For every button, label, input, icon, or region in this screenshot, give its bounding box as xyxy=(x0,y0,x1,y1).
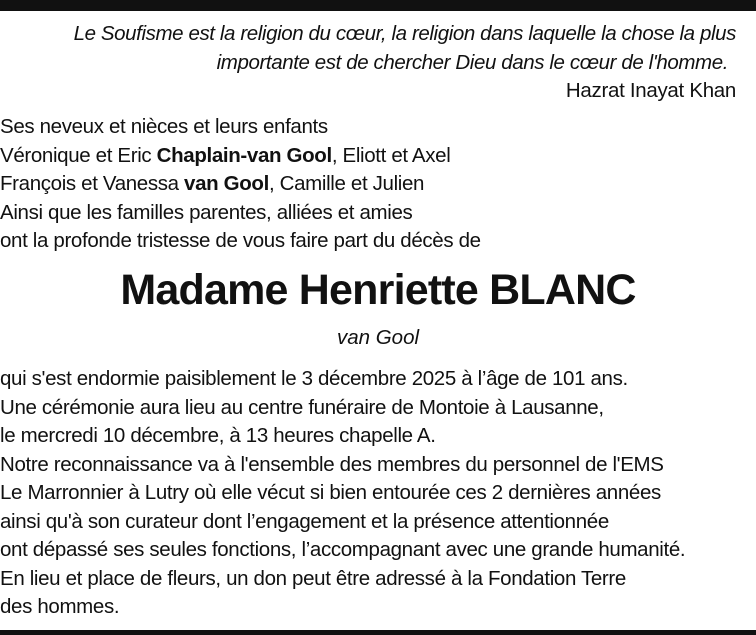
deceased-name: Madame Henriette BLANC xyxy=(120,266,636,314)
announcement-body xyxy=(0,365,685,622)
family-line-2-post: , Eliott et Axel xyxy=(331,143,451,167)
body-line: En lieu et place de fleurs, un don peut être adressé à la Fondation Terre xyxy=(0,566,626,590)
family-line-1: Ses neveux et nièces et leurs enfants xyxy=(0,115,328,138)
quote-line-1: Le Soufisme est la religion du cœur, la religion dans laquelle la chose la plus xyxy=(73,22,736,45)
family-line-3-surname: van Gool xyxy=(184,172,269,195)
bottom-border xyxy=(0,630,756,635)
body-line: Notre reconnaissance va à l'ensemble des membres du personnel de l'EMS xyxy=(0,452,664,476)
family-line-3 xyxy=(0,170,481,199)
family-line-2-surname: Chaplain-van Gool xyxy=(156,143,332,167)
body-line: qui s'est endormie paisiblement le 3 décembre 2025 à l’âge de 101 ans. xyxy=(0,367,628,390)
quote-author: Hazrat Inayat Khan xyxy=(565,79,736,102)
body-line: ont dépassé ses seules fonctions, l’accompagnant avec une grande humanité. xyxy=(0,538,686,561)
body-line: Une cérémonie aura lieu au centre funéraire de Montoie à Lausanne, xyxy=(0,395,604,419)
epigraph-quote xyxy=(20,19,736,77)
family-line-3-post: , Camille et Julien xyxy=(268,172,425,195)
family-line-4: Ainsi que les familles parentes, alliées et amies xyxy=(0,200,413,224)
family-line-2-pre: Véronique et Eric xyxy=(0,143,157,167)
body-line: Le Marronnier à Lutry où elle vécut si bien entourée ces 2 dernières années xyxy=(0,481,661,504)
quote-line-2: importante est de chercher Dieu dans le cœur de l'homme. xyxy=(216,51,728,74)
maiden-name: van Gool xyxy=(336,326,420,349)
family-line-5: ont la profonde tristesse de vous faire part du décès de xyxy=(0,229,481,252)
family-line-3-pre: François et Vanessa xyxy=(0,172,185,195)
family-announcement xyxy=(0,113,481,256)
family-line-2 xyxy=(0,142,481,171)
body-line: le mercredi 10 décembre, à 13 heures chapelle A. xyxy=(0,424,436,447)
body-line: ainsi qu'à son curateur dont l’engagement et la présence attentionnée xyxy=(0,509,609,533)
top-border xyxy=(0,0,756,11)
body-line: des hommes. xyxy=(0,595,120,618)
